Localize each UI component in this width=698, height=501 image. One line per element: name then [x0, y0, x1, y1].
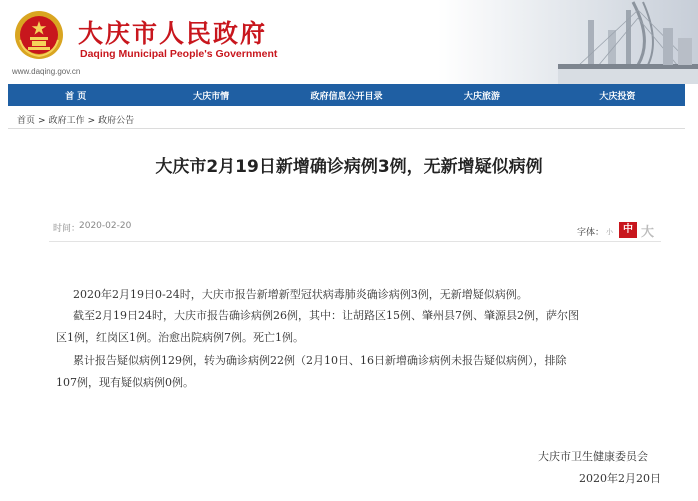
nav-item-investment[interactable]: 大庆投资: [599, 91, 636, 102]
divider: [49, 241, 661, 242]
article-paragraph-3-line-1: 累计报告疑似病例129例，转为确诊病例22例（2月10日、16日新增确诊病例未报告疑似病例），排除: [73, 354, 567, 367]
article-paragraph-1: 2020年2月19日0-24时，大庆市报告新增新型冠状病毒肺炎确诊病例3例，无新增疑似病例。: [73, 288, 528, 301]
article-paragraph-2-line-2: 区1例，红岗区1例。治愈出院病例7例。死亡1例。: [56, 331, 304, 344]
breadcrumb-separator: >: [38, 116, 46, 126]
breadcrumb-home[interactable]: 首页: [17, 116, 36, 126]
site-title: 大庆市人民政府: [78, 19, 268, 48]
article-paragraph-2-line-1: 截至2月19日24时，大庆市报告确诊病例26例，其中：让胡路区15例、肇州县7例、肇源县2例，萨尔图: [73, 309, 579, 322]
font-size-small-button[interactable]: 小: [606, 228, 613, 236]
site-header: [0, 0, 698, 84]
bridge-skyline-image: [438, 0, 698, 84]
site-domain: www.daqing.gov.cn: [12, 67, 81, 76]
breadcrumb: [17, 113, 134, 126]
font-size-medium-button[interactable]: 中: [619, 222, 637, 238]
main-nav: [8, 84, 685, 106]
article-title: 大庆市2月19日新增确诊病例3例，无新增疑似病例: [155, 157, 543, 177]
article-paragraph-3-line-2: 107例，现有疑似病例0例。: [56, 376, 194, 389]
breadcrumb-gov-notice[interactable]: 政府公告: [98, 116, 135, 126]
nav-item-tourism[interactable]: 大庆旅游: [463, 91, 500, 102]
nav-item-home[interactable]: 首 页: [65, 91, 87, 102]
font-size-label: 字体：: [577, 228, 605, 238]
breadcrumb-gov-work[interactable]: 政府工作: [48, 116, 85, 126]
nav-item-gov-info[interactable]: 政府信息公开目录: [310, 91, 383, 102]
signature-date: 2020年2月20日: [579, 472, 661, 485]
publish-time: 2020-02-20: [79, 221, 132, 231]
breadcrumb-separator: >: [87, 116, 96, 126]
divider: [8, 128, 685, 129]
publish-time-label: 时间：: [53, 224, 81, 234]
national-emblem-icon: [14, 10, 64, 60]
site-subtitle: Daqing Municipal People's Government: [80, 48, 278, 60]
signature-organization: 大庆市卫生健康委员会: [538, 450, 648, 463]
font-size-large-button[interactable]: 大: [641, 225, 655, 240]
nav-item-city-info[interactable]: 大庆市情: [193, 91, 230, 102]
